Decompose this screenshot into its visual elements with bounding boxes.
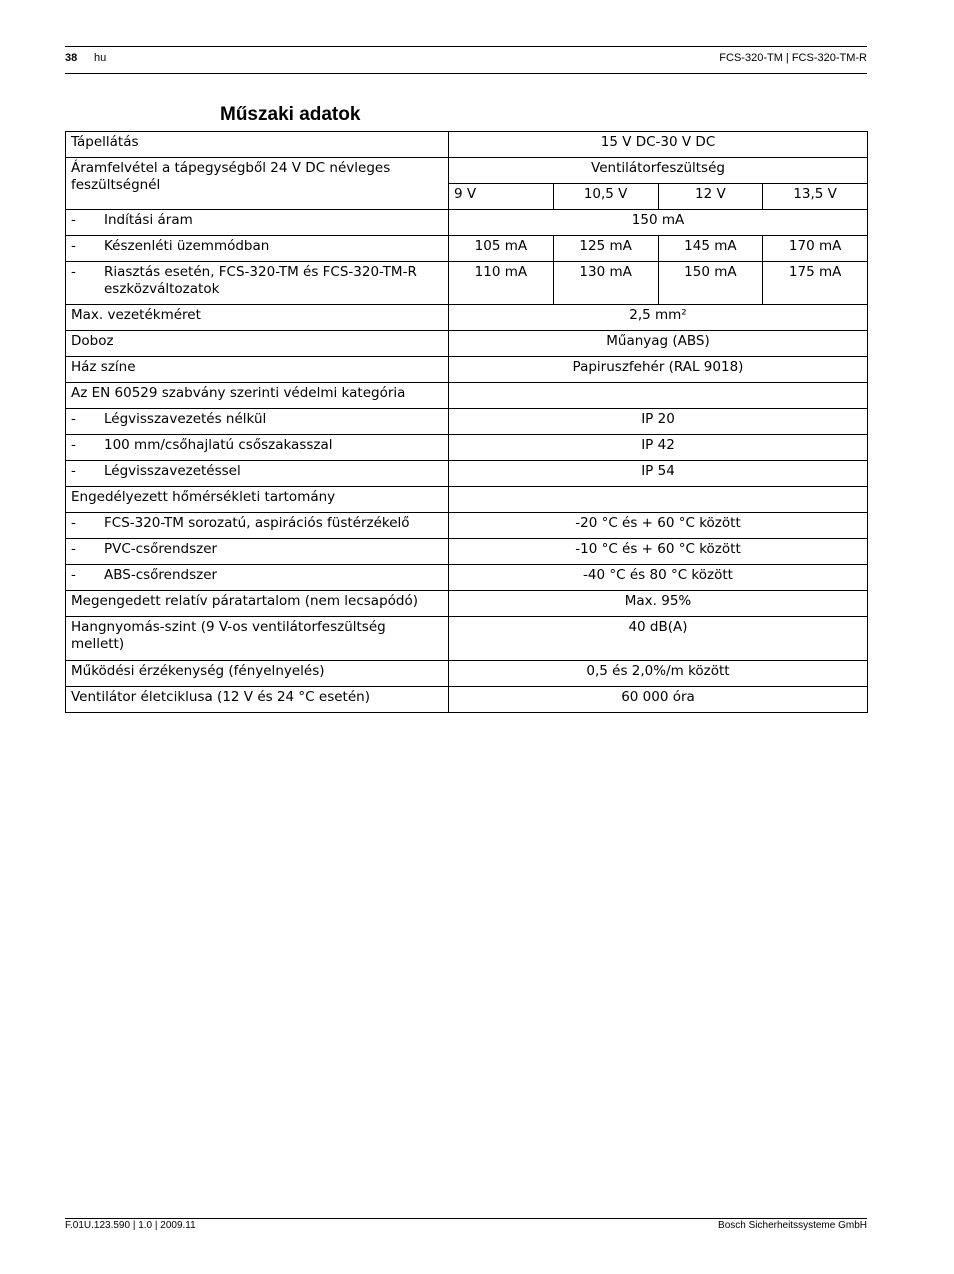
row-label: Tápellátás (66, 132, 449, 158)
voltage-cell: 10,5 V (553, 184, 658, 210)
list-dash: - (71, 567, 76, 583)
row-label: Megengedett relatív páratartalom (nem lecsapódó) (66, 591, 449, 617)
table-row (66, 539, 868, 565)
product-name: FCS-320-TM | FCS-320-TM-R (719, 52, 867, 64)
row-label: Riasztás esetén, FCS-320-TM és FCS-320-TM-R eszközváltozatok (104, 264, 417, 297)
row-label: Doboz (66, 331, 449, 357)
row-label: FCS-320-TM sorozatú, aspirációs füstérzékelő (104, 515, 410, 531)
list-dash: - (71, 238, 76, 254)
row-label: Működési érzékenység (fényelnyelés) (66, 661, 449, 687)
table-row (66, 661, 868, 687)
current-cell: 170 mA (763, 236, 868, 262)
list-dash: - (71, 515, 76, 531)
list-dash: - (71, 212, 76, 228)
row-value: -20 °C és + 60 °C között (449, 513, 868, 539)
list-dash: - (71, 541, 76, 557)
table-row (66, 565, 868, 591)
row-label: Engedélyezett hőmérsékleti tartomány (66, 487, 449, 513)
row-label: Légvisszavezetés nélkül (104, 411, 267, 427)
current-cell: 175 mA (763, 262, 868, 305)
table-row (66, 236, 868, 262)
technical-data-table (65, 131, 868, 713)
current-cell: 145 mA (658, 236, 763, 262)
row-value: 150 mA (449, 210, 868, 236)
row-label: PVC-csőrendszer (104, 541, 218, 557)
footer-rule (65, 1218, 867, 1219)
row-label: Ventilátor életciklusa (12 V és 24 °C esetén) (66, 687, 449, 713)
current-cell: 105 mA (449, 236, 554, 262)
row-value: 2,5 mm² (449, 305, 868, 331)
table-row (66, 262, 868, 305)
list-dash: - (71, 264, 76, 280)
list-dash: - (71, 463, 76, 479)
row-value-empty (449, 383, 868, 409)
table-row (66, 383, 868, 409)
row-value-empty (449, 487, 868, 513)
row-value: Max. 95% (449, 591, 868, 617)
row-label: Áramfelvétel a tápegységből 24 V DC névleges feszültségnél (66, 158, 449, 210)
table-row (66, 409, 868, 435)
row-label: Indítási áram (104, 212, 193, 228)
row-value: IP 42 (449, 435, 868, 461)
current-cell: 150 mA (658, 262, 763, 305)
table-row (66, 158, 868, 184)
row-label: Az EN 60529 szabvány szerinti védelmi kategória (66, 383, 449, 409)
row-label: 100 mm/csőhajlatú csőszakasszal (104, 437, 333, 453)
header-bottom-rule (65, 73, 867, 74)
row-label: Légvisszavezetéssel (104, 463, 241, 479)
current-cell: 125 mA (553, 236, 658, 262)
voltage-cell: 12 V (658, 184, 763, 210)
table-row (66, 513, 868, 539)
voltage-cell: 13,5 V (763, 184, 868, 210)
voltage-cell: 9 V (449, 184, 554, 210)
fan-voltage-header: Ventilátorfeszültség (449, 158, 868, 184)
table-row (66, 331, 868, 357)
row-value: 15 V DC-30 V DC (449, 132, 868, 158)
row-value: Papiruszfehér (RAL 9018) (449, 357, 868, 383)
table-row (66, 305, 868, 331)
language-code: hu (94, 52, 107, 64)
table-row (66, 435, 868, 461)
row-label: Ház színe (66, 357, 449, 383)
footer-document-id: F.01U.123.590 | 1.0 | 2009.11 (65, 1220, 196, 1231)
table-row (66, 461, 868, 487)
current-cell: 110 mA (449, 262, 554, 305)
row-label: ABS-csőrendszer (104, 567, 218, 583)
row-label: Max. vezetékméret (66, 305, 449, 331)
current-cell: 130 mA (553, 262, 658, 305)
row-value: 0,5 és 2,0%/m között (449, 661, 868, 687)
table-row (66, 591, 868, 617)
table-row (66, 687, 868, 713)
table-row (66, 357, 868, 383)
row-value: IP 20 (449, 409, 868, 435)
table-row (66, 487, 868, 513)
row-label: Készenléti üzemmódban (104, 238, 270, 254)
footer-company: Bosch Sicherheitssysteme GmbH (718, 1220, 867, 1231)
table-row (66, 617, 868, 661)
header-top-rule (65, 46, 867, 47)
list-dash: - (71, 411, 76, 427)
row-value: IP 54 (449, 461, 868, 487)
section-title: Műszaki adatok (220, 104, 361, 125)
row-value: 40 dB(A) (449, 617, 868, 661)
row-value: 60 000 óra (449, 687, 868, 713)
row-label: Hangnyomás-szint (9 V-os ventilátorfeszültség mellett) (66, 617, 449, 661)
table-row (66, 132, 868, 158)
row-value: -10 °C és + 60 °C között (449, 539, 868, 565)
row-value: -40 °C és 80 °C között (449, 565, 868, 591)
row-value: Műanyag (ABS) (449, 331, 868, 357)
list-dash: - (71, 437, 76, 453)
table-row (66, 210, 868, 236)
page-number: 38 (65, 52, 78, 64)
